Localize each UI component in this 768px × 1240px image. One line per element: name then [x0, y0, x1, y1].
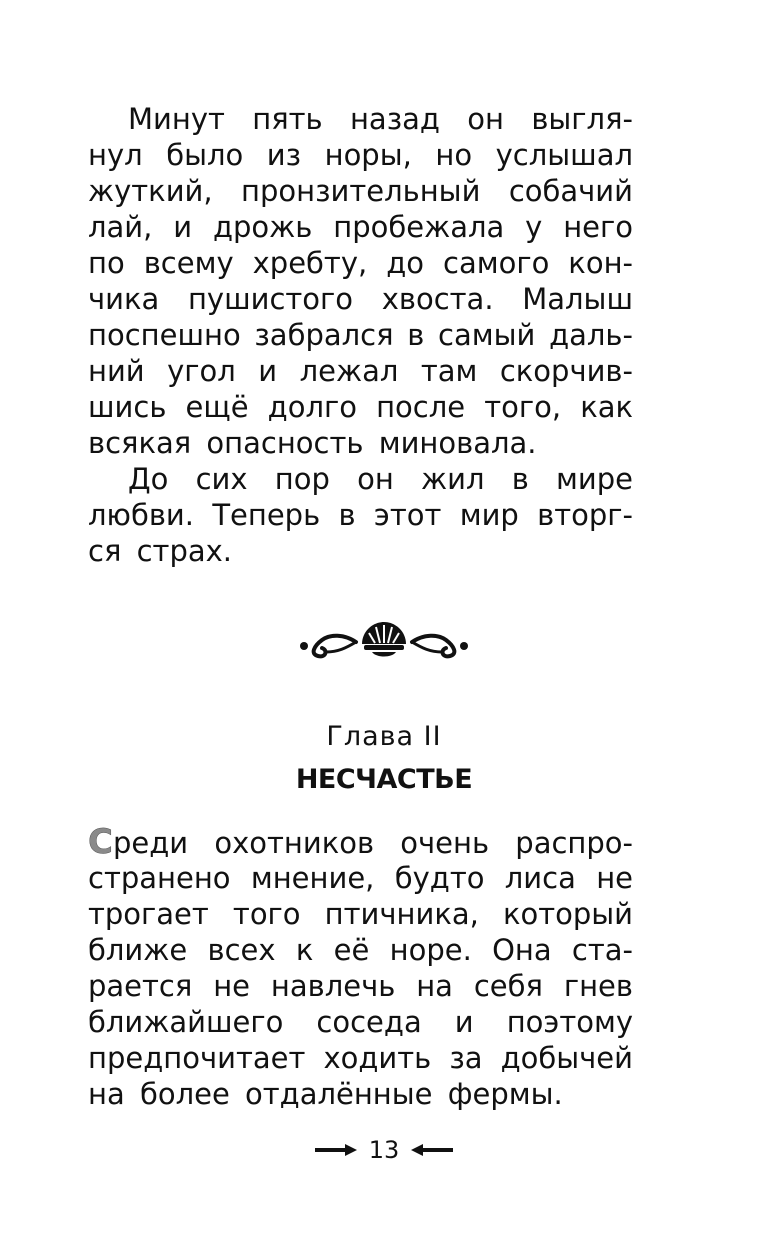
left-dash-ornament-icon — [315, 1132, 359, 1168]
first-line-text: реди охотников очень распро- — [112, 826, 633, 860]
text-line: жуткий, пронзительный собачий — [88, 174, 633, 208]
text-line: ближайшего соседа и поэтому — [88, 1005, 633, 1039]
text-line: трогает того птичника, который — [88, 897, 633, 931]
chapter-label: Глава II — [326, 721, 442, 752]
text-line: чика пушистого хвоста. Малыш — [88, 282, 633, 316]
text-line: странено мнение, будто лиса не — [88, 861, 633, 895]
chapter-title: НЕСЧАСТЬЕ — [295, 764, 473, 795]
text-line: всякая опасность миновала. — [88, 426, 537, 460]
text-line: поспешно забрался в самый даль- — [88, 318, 633, 352]
text-line: нул было из норы, но услышал — [88, 138, 633, 172]
text-line: Минут пять назад он выгля- — [128, 102, 633, 136]
drop-cap: С — [88, 824, 113, 860]
page-number: 13 — [368, 1136, 400, 1164]
floral-ornament-icon — [296, 612, 472, 666]
paragraph-1 — [88, 101, 633, 461]
text-line: предпочитает ходить за добычей — [88, 1041, 633, 1075]
text-line: ний угол и лежал там скорчив- — [88, 354, 633, 388]
paragraph-3 — [88, 824, 633, 1112]
text-line: на более отдалённые фермы. — [88, 1077, 563, 1111]
text-line: рается не навлечь на себя гнев — [88, 969, 633, 1003]
text-line: ся страх. — [88, 534, 233, 568]
right-dash-ornament-icon — [409, 1132, 453, 1168]
text-line: любви. Теперь в этот мир вторг- — [88, 498, 633, 532]
text-line: ближе всех к её норе. Она ста- — [88, 933, 633, 967]
text-line-with-dropcap — [88, 824, 633, 860]
page-number-footer — [0, 1132, 768, 1168]
text-line: лай, и дрожь пробежала у него — [88, 210, 633, 244]
text-line: шись ещё долго после того, как — [88, 390, 633, 424]
paragraph-2 — [88, 461, 633, 569]
text-line: До сих пор он жил в мире — [128, 462, 633, 496]
text-line: по всему хребту, до самого кон- — [88, 246, 633, 280]
